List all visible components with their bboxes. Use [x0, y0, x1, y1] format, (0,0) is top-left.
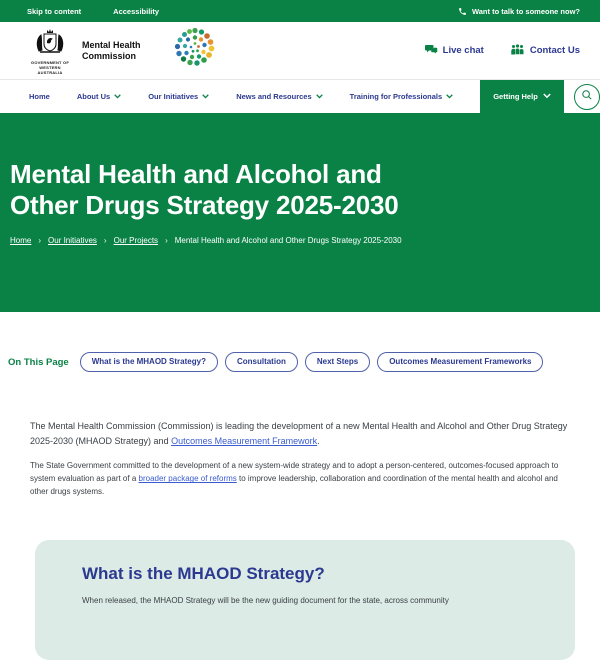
- on-this-page-label: On This Page: [8, 356, 69, 368]
- broader-package-of-reforms-link[interactable]: broader package of reforms: [138, 474, 237, 484]
- wa-government-crest-logo[interactable]: [27, 27, 73, 75]
- nav-item-news-and-resources[interactable]: [236, 92, 322, 101]
- chevron-down-icon: [543, 92, 551, 101]
- live-chat-label: Live chat: [442, 45, 484, 56]
- gov-caption: GOVERNMENT OF WESTERN AUSTRALIA: [31, 59, 69, 75]
- hero-banner: [0, 113, 600, 312]
- accessibility-link[interactable]: Accessibility: [113, 6, 160, 16]
- people-icon: [510, 44, 525, 58]
- nav-item-home[interactable]: [29, 92, 50, 101]
- chevron-right-icon: ›: [103, 236, 107, 246]
- nav-about-label: About Us: [76, 92, 111, 101]
- chevron-right-icon: ›: [38, 236, 42, 246]
- breadcrumb-home[interactable]: Home: [10, 236, 32, 246]
- utility-bar: [0, 0, 600, 22]
- contact-us-button[interactable]: [510, 44, 580, 58]
- section-paragraph: When released, the MHAOD Strategy will be the new guiding document for the state, across community: [82, 596, 449, 606]
- nav-initiatives-label: Our Initiatives: [148, 92, 199, 101]
- chevron-down-icon: [446, 92, 453, 101]
- chevron-down-icon: [316, 92, 323, 101]
- breadcrumb-current-page: Mental Health and Alcohol and Other Drugs Strategy 2025-2030: [174, 236, 402, 246]
- site-header: [0, 22, 600, 80]
- nav-training-label: Training for Professionals: [349, 92, 443, 101]
- outcomes-measurement-framework-link[interactable]: Outcomes Measurement Framework: [171, 435, 318, 446]
- anchor-pill-outcomes-frameworks[interactable]: Outcomes Measurement Frameworks: [377, 352, 543, 372]
- main-nav: [0, 80, 600, 113]
- anchor-pill-consultation[interactable]: Consultation: [225, 352, 298, 372]
- org-name[interactable]: Mental Health Commission: [82, 39, 141, 61]
- page-title: Mental Health and Alcohol and Other Drugs Strategy 2025-2030: [10, 159, 399, 221]
- wa-crest-icon: [32, 27, 68, 59]
- anchor-pill-next-steps[interactable]: Next Steps: [305, 352, 370, 372]
- phone-icon: [458, 7, 467, 16]
- nav-news-label: News and Resources: [236, 92, 312, 101]
- mhc-dots-logo-icon: [172, 25, 218, 76]
- getting-help-label: Getting Help: [493, 92, 538, 101]
- chevron-down-icon: [114, 92, 121, 101]
- nav-item-our-initiatives[interactable]: [148, 92, 209, 101]
- on-this-page-bar: [8, 352, 600, 372]
- nav-home-label: Home: [29, 92, 50, 101]
- anchor-pill-what-is-mhaod[interactable]: What is the MHAOD Strategy?: [80, 352, 218, 372]
- intro-paragraph-1: The Mental Health Commission (Commission) is leading the development of a new Mental Health and Alcohol and Other Drug Strategy 2025-2030 (MHAOD Strategy) and Outcomes Measurement Framework.: [30, 421, 568, 446]
- contact-us-label: Contact Us: [529, 45, 580, 56]
- search-icon: [581, 89, 593, 104]
- breadcrumb-our-initiatives[interactable]: Our Initiatives: [48, 236, 97, 246]
- skip-to-content-link[interactable]: Skip to content: [27, 6, 82, 16]
- breadcrumb-our-projects[interactable]: Our Projects: [113, 236, 159, 246]
- chat-bubbles-icon: [425, 44, 438, 58]
- section-heading: What is the MHAOD Strategy?: [82, 564, 325, 584]
- nav-item-training-for-professionals[interactable]: [350, 92, 454, 101]
- want-to-talk-link[interactable]: Want to talk to someone now?: [471, 6, 580, 16]
- nav-item-about-us[interactable]: [77, 92, 121, 101]
- what-is-mhaod-section: [35, 540, 575, 660]
- intro-copy: [0, 419, 600, 498]
- search-button[interactable]: [574, 84, 600, 110]
- chevron-down-icon: [202, 92, 209, 101]
- nav-item-getting-help[interactable]: [480, 80, 564, 113]
- chevron-right-icon: ›: [165, 236, 168, 246]
- breadcrumb: [10, 236, 586, 245]
- intro-paragraph-2: The State Government committed to the development of a new system-wide strategy and to adopt a person-centered, outcomes-focused approach to system evaluation as part of a broader package of reforms to improve leadership, collaboration and coordination of the mental health and alcohol and other drugs systems.: [30, 461, 559, 497]
- live-chat-button[interactable]: [425, 44, 484, 58]
